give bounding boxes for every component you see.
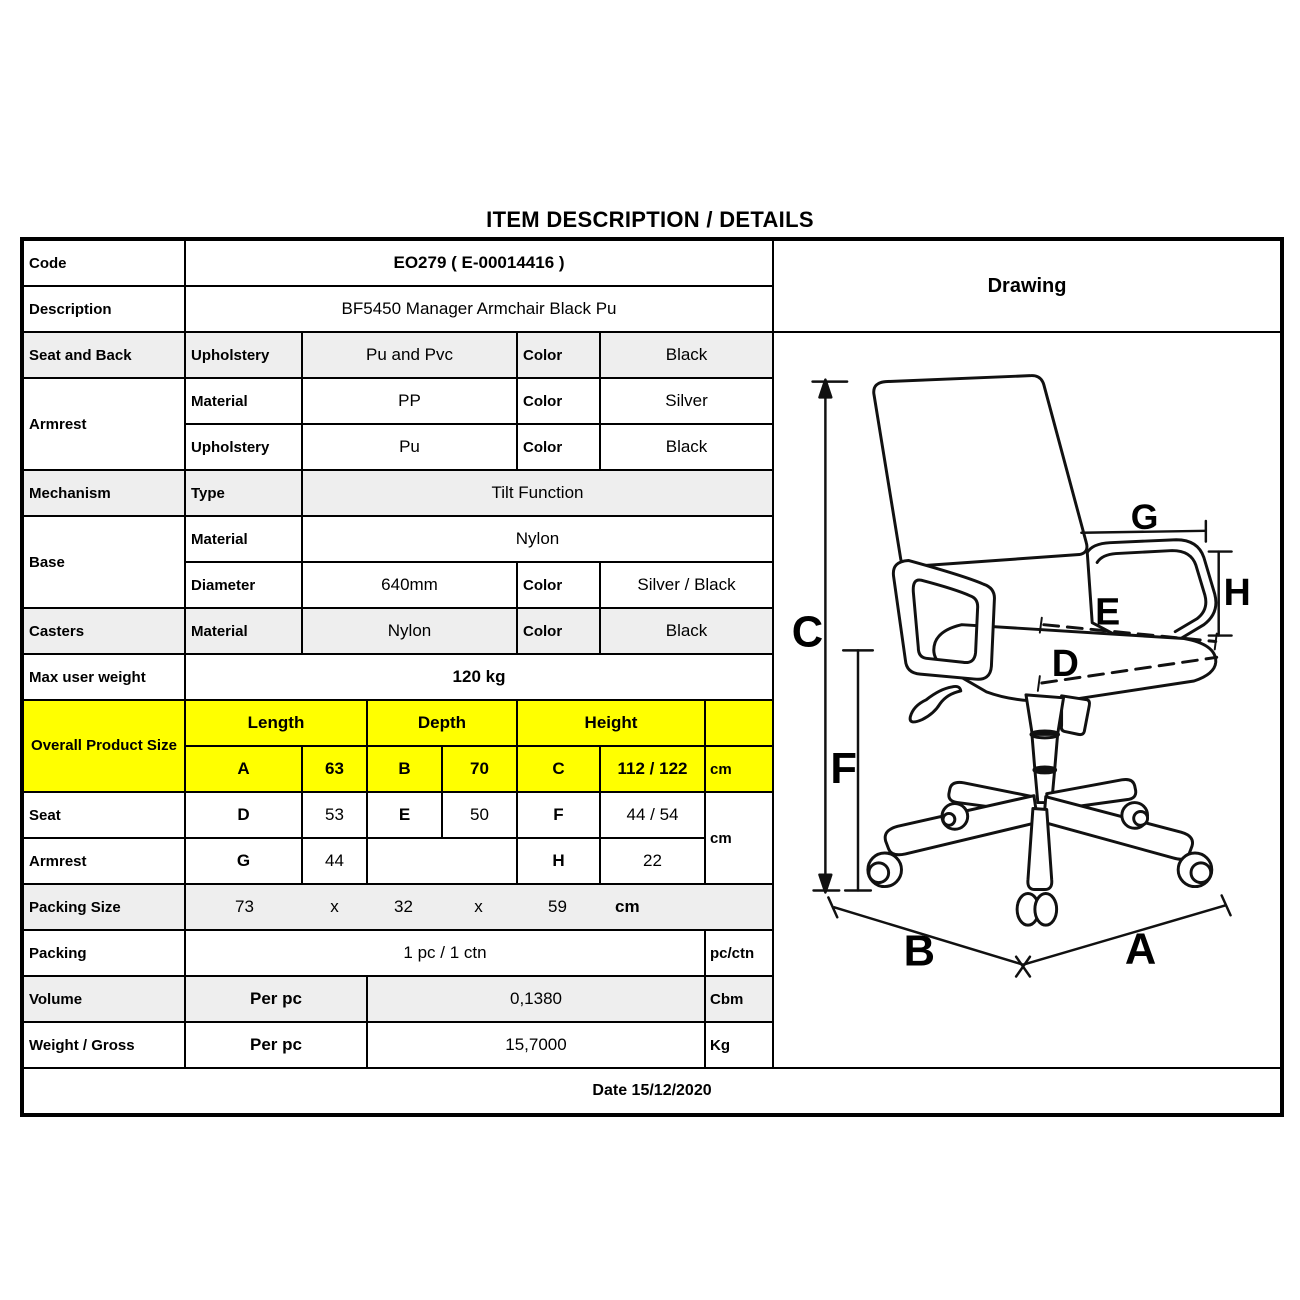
chair-tilt-lever (910, 686, 961, 721)
seat-f-label: F (517, 792, 600, 838)
size-c-value: 112 / 122 (600, 746, 705, 792)
volume-unit: Cbm (705, 976, 773, 1022)
armrest-label: Armrest (22, 378, 185, 470)
date-stamp: Date 15/12/2020 (22, 1068, 1282, 1115)
seatback-prop: Upholstery (185, 332, 302, 378)
max-weight-value: 120 kg (185, 654, 773, 700)
packing-size-v3: 59 (548, 897, 567, 916)
volume-label: Volume (22, 976, 185, 1022)
seat-d-label: D (185, 792, 302, 838)
armrest-value-2: Pu (302, 424, 517, 470)
mechanism-prop: Type (185, 470, 302, 516)
armrest-color-value-1: Silver (600, 378, 773, 424)
armrest-g-label: G (185, 838, 302, 884)
base-prop-2: Diameter (185, 562, 302, 608)
packing-size-v2: 32 (394, 897, 413, 916)
armrest-h-label: H (517, 838, 600, 884)
armrest-row-label: Armrest (22, 838, 185, 884)
max-weight-label: Max user weight (22, 654, 185, 700)
base-color-label: Color (517, 562, 600, 608)
armrest-color-label-1: Color (517, 378, 600, 424)
seatback-color-label: Color (517, 332, 600, 378)
casters-label: Casters (22, 608, 185, 654)
weight-unit: Kg (705, 1022, 773, 1068)
spec-table (20, 237, 1284, 1117)
dim-label-e: E (1095, 590, 1121, 633)
base-label: Base (22, 516, 185, 608)
packing-size-label: Packing Size (22, 884, 185, 930)
seat-f-value: 44 / 54 (600, 792, 705, 838)
packing-size-value (185, 884, 773, 930)
armrest-color-label-2: Color (517, 424, 600, 470)
weight-label: Weight / Gross (22, 1022, 185, 1068)
seat-e-label: E (367, 792, 442, 838)
armrest-size-empty-cell (367, 838, 517, 884)
armrest-value-1: PP (302, 378, 517, 424)
table-row (22, 1068, 1282, 1115)
volume-per: Per pc (185, 976, 367, 1022)
chair-gas-lift (1026, 695, 1064, 735)
chair-drawing (774, 333, 1277, 1033)
armrest-color-value-2: Black (600, 424, 773, 470)
volume-value: 0,1380 (367, 976, 705, 1022)
casters-color-label: Color (517, 608, 600, 654)
drawing-panel (773, 332, 1282, 1068)
dim-label-g: G (1130, 496, 1159, 537)
dim-label-h: H (1223, 570, 1251, 613)
seat-d-value: 53 (302, 792, 367, 838)
size-length-header: Length (185, 700, 367, 746)
casters-value: Nylon (302, 608, 517, 654)
chair-armrest-left (893, 560, 994, 679)
weight-value: 15,7000 (367, 1022, 705, 1068)
table-row (22, 332, 1282, 378)
seatback-label: Seat and Back (22, 332, 185, 378)
packing-size-x2: x (474, 897, 483, 916)
packing-size-v1: 73 (235, 897, 254, 916)
packing-label: Packing (22, 930, 185, 976)
size-depth-header: Depth (367, 700, 517, 746)
seat-row-label: Seat (22, 792, 185, 838)
mechanism-value: Tilt Function (302, 470, 773, 516)
seat-armrest-unit: cm (705, 792, 773, 884)
seatback-value: Pu and Pvc (302, 332, 517, 378)
casters-color-value: Black (600, 608, 773, 654)
size-unit: cm (705, 746, 773, 792)
base-prop-1: Material (185, 516, 302, 562)
seatback-color-value: Black (600, 332, 773, 378)
base-value-2: 640mm (302, 562, 517, 608)
size-b-value: 70 (442, 746, 517, 792)
armrest-prop-1: Material (185, 378, 302, 424)
size-a-value: 63 (302, 746, 367, 792)
description-label: Description (22, 286, 185, 332)
dim-label-c: C (791, 608, 824, 657)
armrest-g-value: 44 (302, 838, 367, 884)
packing-size-x1: x (330, 897, 339, 916)
size-section-label: Overall Product Size (22, 700, 185, 792)
code-value: EO279 ( E-00014416 ) (185, 239, 773, 286)
chair-adjust-handle (1061, 696, 1089, 735)
base-color-value: Silver / Black (600, 562, 773, 608)
casters-prop: Material (185, 608, 302, 654)
dim-label-a: A (1124, 925, 1157, 974)
armrest-h-value: 22 (600, 838, 705, 884)
armrest-prop-2: Upholstery (185, 424, 302, 470)
packing-value: 1 pc / 1 ctn (185, 930, 705, 976)
table-row (22, 239, 1282, 286)
dim-label-d: D (1051, 642, 1079, 685)
packing-size-unit: cm (615, 897, 640, 916)
mechanism-label: Mechanism (22, 470, 185, 516)
dim-label-f: F (830, 744, 857, 793)
size-header-empty-cell (705, 700, 773, 746)
size-height-header: Height (517, 700, 705, 746)
chair-backrest (874, 376, 1087, 567)
code-label: Code (22, 239, 185, 286)
drawing-header: Drawing (773, 239, 1282, 332)
page-title: ITEM DESCRIPTION / DETAILS (486, 207, 814, 232)
size-b-label: B (367, 746, 442, 792)
packing-unit: pc/ctn (705, 930, 773, 976)
seat-e-value: 50 (442, 792, 517, 838)
size-a-label: A (185, 746, 302, 792)
base-value-1: Nylon (302, 516, 773, 562)
size-c-label: C (517, 746, 600, 792)
description-value: BF5450 Manager Armchair Black Pu (185, 286, 773, 332)
weight-per: Per pc (185, 1022, 367, 1068)
dim-label-b: B (903, 927, 936, 976)
